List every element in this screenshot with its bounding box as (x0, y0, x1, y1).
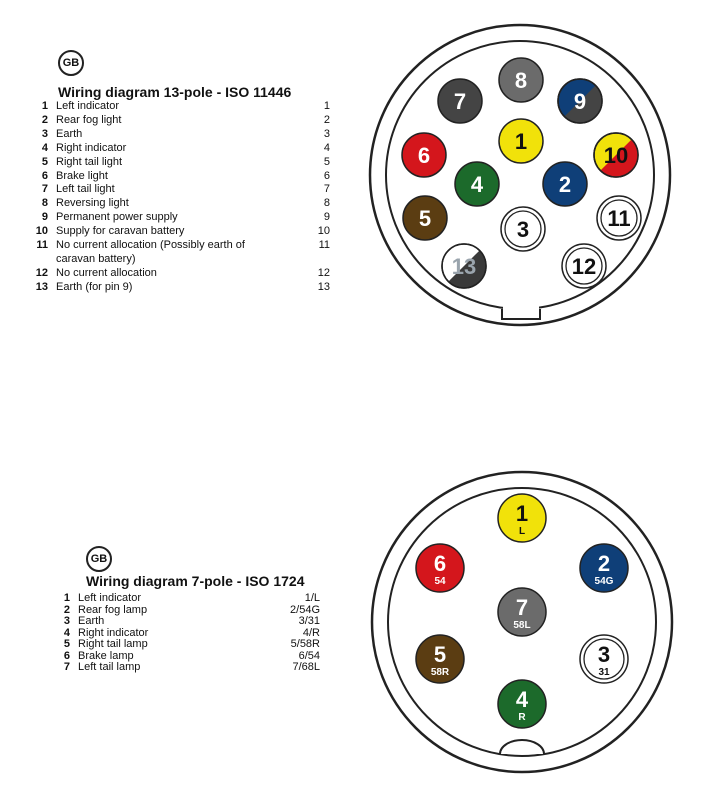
row-code: 3/31 (298, 615, 320, 627)
pin-code: 58L (513, 620, 531, 631)
row-number: 7 (63, 661, 70, 673)
pin-13 (442, 244, 486, 288)
row-code: 12 (317, 266, 330, 279)
row-number: 11 (36, 239, 48, 252)
pin-label: 10 (603, 143, 629, 168)
row-label: No current allocation (Possibly earth of caravan battery) (56, 239, 245, 265)
pin-code: 54G (594, 576, 614, 587)
row-number: 2 (63, 603, 70, 616)
row-code: 6 (323, 169, 330, 182)
row-code: 7/68L (292, 661, 320, 673)
pin-label: 7 (453, 89, 467, 114)
row-code: 3 (323, 127, 330, 140)
row-label: Brake lamp (78, 649, 134, 662)
row-code: 5/58R (290, 638, 320, 650)
pin-2 (580, 544, 628, 592)
row-code: 1 (323, 100, 330, 112)
pin-4 (455, 162, 499, 206)
pin-label: 3 (597, 642, 611, 667)
pin-label: 7 (515, 595, 529, 620)
row-label: Brake light (56, 169, 108, 182)
pin-label: 9 (573, 89, 587, 114)
row-number: 3 (63, 615, 70, 627)
gb-badge-13: GB (58, 50, 84, 76)
pin-6 (402, 133, 446, 177)
pin-3 (501, 207, 545, 251)
pin-label: 2 (558, 172, 572, 197)
pin-6 (416, 544, 464, 592)
row-label: Left tail light (56, 183, 115, 196)
row-label: No current allocation (56, 266, 157, 279)
row-code: 8 (323, 197, 330, 210)
row-label: Left indicator (78, 592, 141, 604)
row-number: 3 (41, 127, 48, 140)
row-code: 4/R (302, 626, 320, 639)
row-number: 5 (41, 155, 48, 168)
row-number: 9 (41, 211, 48, 224)
row-label: Right indicator (56, 141, 127, 154)
pin-3 (580, 635, 628, 683)
row-code: 5 (323, 155, 330, 168)
row-label: Reversing light (56, 197, 129, 210)
pin-label: 1 (514, 129, 528, 154)
row-label: Supply for caravan battery (56, 225, 185, 238)
row-label: Earth (for pin 9) (56, 280, 133, 293)
row-number: 6 (41, 169, 48, 182)
row-code: 10 (317, 225, 330, 238)
pin-code: R (518, 712, 526, 723)
pin-label: 4 (515, 687, 529, 712)
row-number: 6 (63, 649, 70, 662)
pin-code: 31 (598, 667, 610, 678)
row-label: Right indicator (78, 626, 149, 639)
pin-label: 8 (514, 68, 528, 93)
row-number: 4 (41, 141, 48, 154)
row-label: Left tail lamp (78, 661, 141, 673)
pin-11 (597, 196, 641, 240)
pin-label: 6 (433, 551, 447, 576)
title-7-pole: Wiring diagram 7-pole - ISO 1724 (86, 573, 305, 589)
pin-label: 5 (418, 206, 432, 231)
row-label: Right tail light (56, 155, 123, 168)
row-label: Rear fog light (56, 113, 122, 126)
pin-code: L (518, 526, 526, 537)
pin-8 (499, 58, 543, 102)
pin-code: 58R (430, 667, 450, 678)
pin-label: 5 (433, 642, 447, 667)
pin-label: 2 (597, 551, 611, 576)
pin-label: 13 (451, 254, 477, 279)
pin-1 (499, 119, 543, 163)
row-code: 13 (317, 280, 330, 293)
pin-7 (498, 588, 546, 636)
row-number: 1 (41, 100, 48, 112)
gb-badge-7: GB (86, 546, 112, 572)
row-label: Earth (78, 615, 105, 627)
row-code: 11 (318, 239, 330, 252)
pin-4 (498, 680, 546, 728)
row-code: 9 (323, 211, 330, 224)
pin-2 (543, 162, 587, 206)
row-number: 1 (63, 592, 70, 604)
pin-label: 3 (516, 217, 530, 242)
pin-12 (562, 244, 606, 288)
pin-label: 11 (607, 206, 631, 231)
pin-1 (498, 494, 546, 542)
row-label: Rear fog lamp (78, 603, 148, 616)
row-code: 4 (323, 141, 330, 154)
row-number: 10 (35, 225, 48, 238)
row-label: Left indicator (56, 100, 119, 112)
row-number: 13 (35, 280, 48, 293)
pin-label: 12 (571, 254, 597, 279)
row-label: Earth (56, 127, 83, 140)
row-number: 2 (41, 113, 48, 126)
pin-label: 4 (470, 172, 484, 197)
pin-label: 1 (515, 501, 529, 526)
title-13-pole: Wiring diagram 13-pole - ISO 11446 (58, 84, 292, 100)
row-number: 8 (41, 197, 48, 210)
row-label: Right tail lamp (78, 638, 148, 650)
pin-9 (558, 79, 602, 123)
row-number: 5 (63, 638, 70, 650)
pin-code: 54 (434, 576, 446, 587)
row-number: 12 (35, 266, 48, 279)
row-code: 7 (323, 183, 330, 196)
row-code: 6/54 (298, 649, 320, 662)
pin-7 (438, 79, 482, 123)
pin-label: 6 (417, 143, 431, 168)
row-code: 2 (323, 113, 330, 126)
row-label: Permanent power supply (56, 211, 178, 224)
row-number: 4 (63, 626, 70, 639)
row-number: 7 (41, 183, 48, 196)
row-code: 1/L (304, 592, 320, 604)
pin-5 (403, 196, 447, 240)
pin-10 (594, 133, 638, 177)
socket-7-pole (0, 400, 727, 800)
pin-5 (416, 635, 464, 683)
row-code: 2/54G (290, 603, 320, 616)
